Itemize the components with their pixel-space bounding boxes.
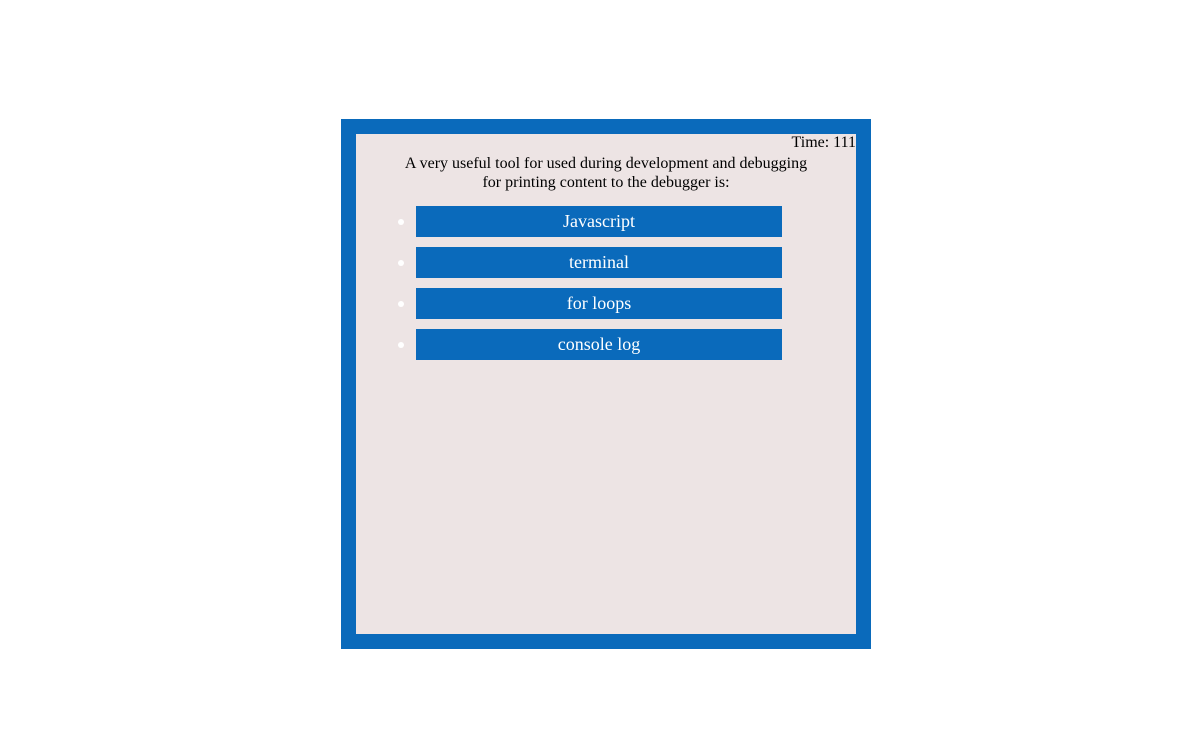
answer-button-for-loops[interactable]: for loops <box>416 288 782 319</box>
bullet-icon <box>398 260 404 266</box>
bullet-icon <box>398 219 404 225</box>
answer-button-javascript[interactable]: Javascript <box>416 206 782 237</box>
quiz-container <box>341 119 871 649</box>
question-text: A very useful tool for used during development and debugging for printing content to the debugger is: <box>404 155 808 191</box>
bullet-icon <box>398 342 404 348</box>
answer-button-terminal[interactable]: terminal <box>416 247 782 278</box>
timer: Time: 111 <box>791 134 856 151</box>
answer-button-console-log[interactable]: console log <box>416 329 782 360</box>
bullet-icon <box>398 301 404 307</box>
